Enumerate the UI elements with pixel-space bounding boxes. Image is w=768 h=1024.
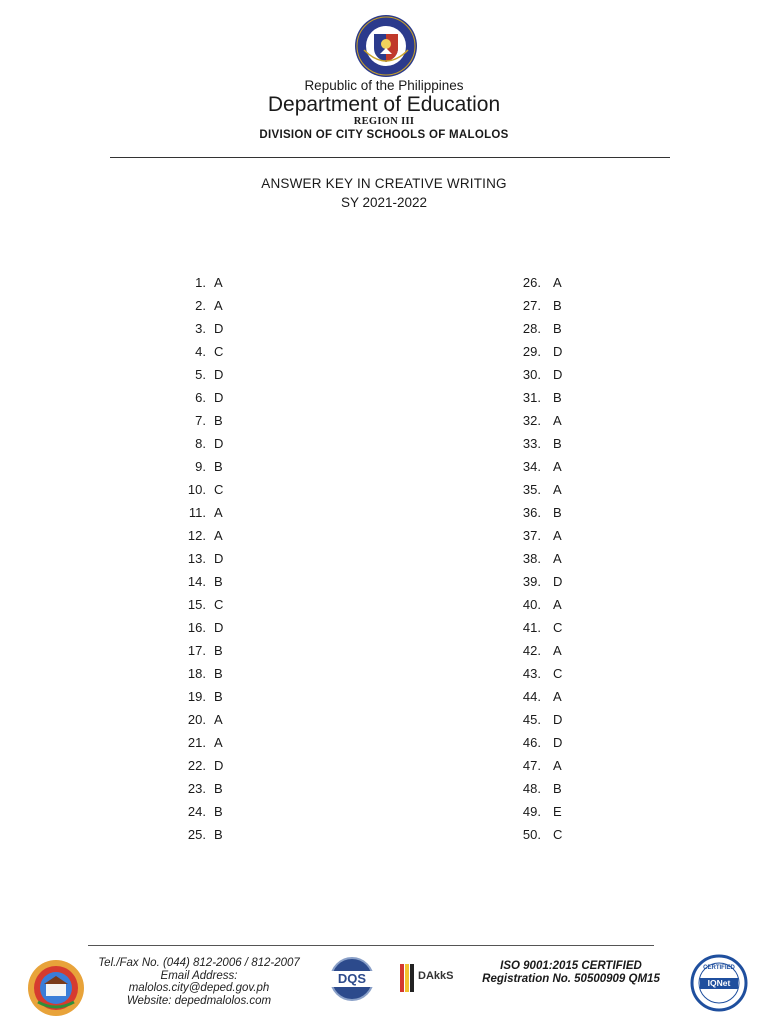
question-number: 50.: [522, 827, 541, 842]
answer-letter: A: [553, 528, 562, 543]
answer-row: [480, 551, 600, 574]
answer-letter: C: [214, 482, 224, 497]
answer-letter: D: [553, 574, 563, 589]
answer-row: [140, 643, 260, 666]
answer-letter: E: [553, 804, 562, 819]
question-number: 30.: [522, 367, 541, 382]
answer-row: [140, 413, 260, 436]
answer-row: [140, 735, 260, 758]
question-number: 44.: [522, 689, 541, 704]
answer-row: [140, 574, 260, 597]
answer-row: [140, 298, 260, 321]
question-number: 39.: [522, 574, 541, 589]
answer-row: [480, 321, 600, 344]
question-number: 18.: [187, 666, 206, 681]
answer-letter: D: [553, 344, 563, 359]
answer-letter: B: [214, 643, 223, 658]
answers-column-right: [480, 275, 600, 850]
answer-row: [480, 643, 600, 666]
answer-row: [480, 758, 600, 781]
answer-row: [480, 712, 600, 735]
question-number: 22.: [187, 758, 206, 773]
answer-row: [140, 781, 260, 804]
answer-letter: A: [553, 643, 562, 658]
iso-certification: [466, 960, 676, 986]
answer-letter: A: [553, 758, 562, 773]
answer-row: [140, 597, 260, 620]
answer-row: [480, 275, 600, 298]
answer-letter: B: [214, 459, 223, 474]
question-number: 6.: [195, 390, 206, 405]
iso-certified: ISO 9001:2015 CERTIFIED: [500, 960, 642, 972]
question-number: 19.: [187, 689, 206, 704]
dakks-logo: [398, 962, 460, 1002]
question-number: 46.: [522, 735, 541, 750]
answers-column-left: [140, 275, 260, 850]
answer-row: [140, 344, 260, 367]
answer-letter: A: [553, 275, 562, 290]
answer-row: [140, 827, 260, 850]
answer-row: [480, 597, 600, 620]
question-number: 40.: [522, 597, 541, 612]
answer-letter: B: [214, 781, 223, 796]
answer-letter: A: [214, 298, 223, 313]
answer-row: [480, 574, 600, 597]
department-name: Department of Education: [267, 93, 501, 116]
answer-letter: B: [214, 827, 223, 842]
question-number: 15.: [187, 597, 206, 612]
answer-letter: D: [553, 735, 563, 750]
answer-letter: D: [553, 712, 563, 727]
answer-letter: C: [553, 620, 563, 635]
iqnet-logo: [690, 954, 748, 1012]
question-number: 25.: [187, 827, 206, 842]
answer-row: [480, 827, 600, 850]
question-number: 41.: [522, 620, 541, 635]
answer-row: [140, 390, 260, 413]
question-number: 35.: [522, 482, 541, 497]
answer-letter: D: [553, 367, 563, 382]
answer-row: [480, 459, 600, 482]
question-number: 16.: [187, 620, 206, 635]
question-number: 27.: [522, 298, 541, 313]
answer-letter: B: [214, 666, 223, 681]
answer-row: [480, 528, 600, 551]
answer-row: [480, 666, 600, 689]
contact-block: [88, 957, 310, 1007]
answer-letter: B: [214, 804, 223, 819]
question-number: 1.: [195, 275, 206, 290]
answer-row: [480, 735, 600, 758]
answer-row: [140, 804, 260, 827]
answer-letter: A: [553, 689, 562, 704]
question-number: 45.: [522, 712, 541, 727]
answer-row: [140, 459, 260, 482]
answer-letter: D: [214, 620, 224, 635]
answer-row: [140, 321, 260, 344]
answer-letter: B: [214, 689, 223, 704]
answer-letter: B: [553, 781, 562, 796]
answer-letter: A: [553, 551, 562, 566]
answer-letter: D: [214, 758, 224, 773]
dakks-logo-text: DAkkS: [418, 970, 454, 982]
answer-letter: A: [214, 735, 223, 750]
answer-row: [480, 367, 600, 390]
division-logo: [24, 958, 88, 1018]
question-number: 24.: [187, 804, 206, 819]
answer-row: [480, 344, 600, 367]
answer-letter: B: [553, 321, 562, 336]
question-number: 37.: [522, 528, 541, 543]
answer-letter: D: [214, 436, 224, 451]
answer-letter: C: [214, 344, 224, 359]
answer-row: [140, 436, 260, 459]
email-address[interactable]: malolos.city@deped.gov.ph: [128, 982, 270, 994]
question-number: 23.: [187, 781, 206, 796]
question-number: 10.: [187, 482, 206, 497]
answer-row: [140, 275, 260, 298]
answer-row: [140, 758, 260, 781]
answer-letter: A: [214, 505, 223, 520]
dqs-logo: [320, 956, 384, 1002]
answer-letter: C: [553, 827, 563, 842]
footer-divider: [88, 945, 654, 946]
registration-number: Registration No. 50500909 QM15: [482, 973, 660, 985]
answer-row: [140, 620, 260, 643]
document-title: ANSWER KEY IN CREATIVE WRITING: [261, 176, 507, 191]
question-number: 43.: [522, 666, 541, 681]
answer-row: [480, 804, 600, 827]
answer-letter: D: [214, 321, 224, 336]
answer-letter: B: [553, 298, 562, 313]
answer-row: [140, 505, 260, 528]
question-number: 2.: [195, 298, 206, 313]
answer-letter: A: [214, 712, 223, 727]
answer-row: [140, 367, 260, 390]
answer-row: [140, 528, 260, 551]
question-number: 34.: [522, 459, 541, 474]
question-number: 14.: [187, 574, 206, 589]
deped-seal: [340, 12, 432, 80]
answer-row: [480, 689, 600, 712]
answer-letter: B: [553, 436, 562, 451]
question-number: 17.: [187, 643, 206, 658]
question-number: 4.: [195, 344, 206, 359]
question-number: 13.: [187, 551, 206, 566]
answer-row: [480, 482, 600, 505]
question-number: 3.: [195, 321, 206, 336]
question-number: 33.: [522, 436, 541, 451]
dqs-logo-text: DQS: [337, 971, 367, 986]
iqnet-logo-text: IQNet: [707, 978, 731, 988]
question-number: 9.: [195, 459, 206, 474]
republic-line: Republic of the Philippines: [304, 78, 464, 93]
question-number: 31.: [522, 390, 541, 405]
answer-row: [140, 551, 260, 574]
answer-row: [480, 413, 600, 436]
question-number: 5.: [195, 367, 206, 382]
school-year: SY 2021-2022: [340, 195, 428, 210]
answer-letter: B: [553, 505, 562, 520]
question-number: 38.: [522, 551, 541, 566]
answer-letter: C: [214, 597, 224, 612]
answer-row: [480, 298, 600, 321]
question-number: 7.: [195, 413, 206, 428]
answer-letter: A: [553, 597, 562, 612]
question-number: 47.: [522, 758, 541, 773]
website[interactable]: Website: depedmalolos.com: [126, 994, 272, 1007]
question-number: 48.: [522, 781, 541, 796]
question-number: 36.: [522, 505, 541, 520]
answer-row: [480, 620, 600, 643]
answer-letter: B: [214, 413, 223, 428]
answer-row: [480, 781, 600, 804]
answer-letter: B: [214, 574, 223, 589]
question-number: 21.: [187, 735, 206, 750]
answer-letter: B: [553, 390, 562, 405]
answer-letter: A: [553, 413, 562, 428]
email-label: Email Address:: [160, 969, 238, 982]
answer-letter: A: [553, 459, 562, 474]
tel-fax: Tel./Fax No. (044) 812-2006 / 812-2007: [98, 957, 300, 969]
answer-row: [480, 390, 600, 413]
question-number: 42.: [522, 643, 541, 658]
question-number: 29.: [522, 344, 541, 359]
question-number: 28.: [522, 321, 541, 336]
answer-row: [140, 712, 260, 735]
answer-letter: A: [553, 482, 562, 497]
answer-row: [480, 505, 600, 528]
region-line: REGION III: [353, 116, 415, 127]
question-number: 8.: [195, 436, 206, 451]
answer-letter: D: [214, 551, 224, 566]
answer-letter: D: [214, 367, 224, 382]
question-number: 32.: [522, 413, 541, 428]
question-number: 12.: [187, 528, 206, 543]
division-line: DIVISION OF CITY SCHOOLS OF MALOLOS: [259, 129, 509, 141]
answer-letter: C: [553, 666, 563, 681]
answer-row: [480, 436, 600, 459]
question-number: 26.: [522, 275, 541, 290]
answer-row: [140, 689, 260, 712]
question-number: 11.: [188, 505, 206, 520]
header-divider: [110, 157, 670, 158]
question-number: 49.: [522, 804, 541, 819]
answer-row: [140, 666, 260, 689]
answer-letter: A: [214, 275, 223, 290]
answer-row: [140, 482, 260, 505]
answer-letter: A: [214, 528, 223, 543]
question-number: 20.: [187, 712, 206, 727]
answer-letter: D: [214, 390, 224, 405]
iqnet-certified-text: CERTIFIED: [703, 965, 735, 971]
